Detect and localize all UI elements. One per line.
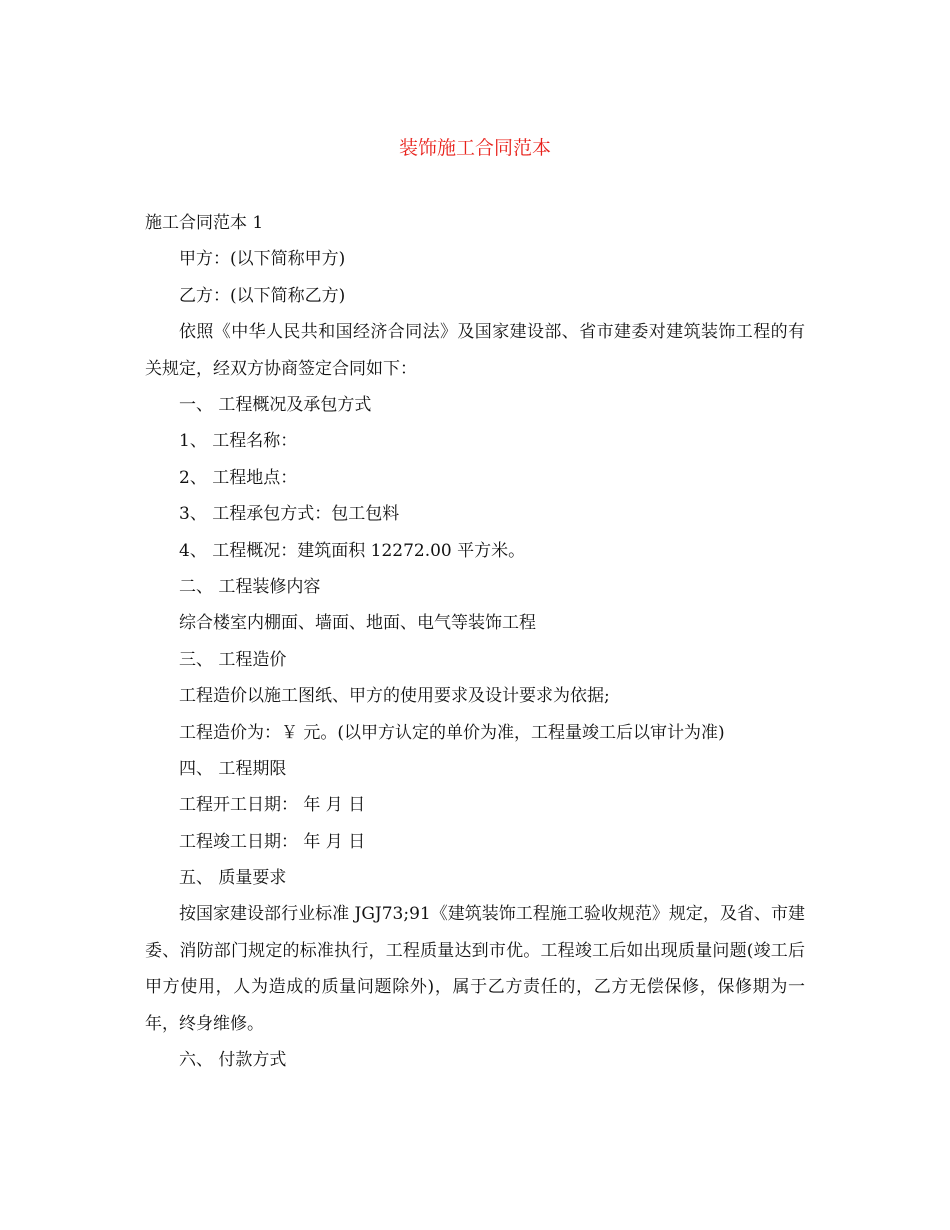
section-heading-5: 五、 质量要求 (179, 868, 287, 889)
section1-item: 2、 工程地点： (179, 467, 298, 488)
section2-text: 综合楼室内棚面、墙面、地面、电气等装饰工程 (179, 613, 536, 634)
section-heading-4: 四、 工程期限 (179, 758, 287, 779)
section-heading-6: 六、 付款方式 (179, 1050, 287, 1071)
contract-subtitle: 施工合同范本 1 (145, 213, 264, 233)
section5-paragraph: 按国家建设部行业标准 JGJ73;91《建筑装饰工程施工验收规范》规定，及省、市建委、消防部门规定的标准执行，工程质量达到市优。工程竣工后如出现质量问题(竣工后甲方使用，人为造成的质量问题除外)，属于乙方责任的，乙方无偿保修，保修期为一年，终身维修。 (145, 904, 805, 1034)
party-b-line: 乙方：(以下简称乙方) (179, 285, 346, 306)
document-body (145, 205, 805, 1078)
section1-item: 4、 工程概况：建筑面积 12272.00 平方米。 (179, 540, 526, 561)
document-title: 装饰施工合同范本 (398, 137, 551, 159)
section3-item: 工程造价以施工图纸、甲方的使用要求及设计要求为依据; (179, 686, 610, 707)
section3-item: 工程造价为：￥ 元。(以甲方认定的单价为准，工程量竣工后以审计为准) (179, 722, 725, 743)
section1-item: 1、 工程名称： (179, 431, 298, 452)
section1-item: 3、 工程承包方式：包工包料 (179, 504, 400, 525)
party-a-line: 甲方：(以下简称甲方) (179, 249, 346, 270)
section-heading-1: 一、 工程概况及承包方式 (179, 394, 372, 415)
intro-paragraph: 依照《中华人民共和国经济合同法》及国家建设部、省市建委对建筑装饰工程的有关规定，经双方协商签定合同如下： (145, 322, 805, 379)
section-heading-3: 三、 工程造价 (179, 649, 287, 670)
section4-item: 工程开工日期： 年 月 日 (179, 795, 366, 816)
section4-item: 工程竣工日期： 年 月 日 (179, 831, 366, 852)
section-heading-2: 二、 工程装修内容 (179, 576, 321, 597)
